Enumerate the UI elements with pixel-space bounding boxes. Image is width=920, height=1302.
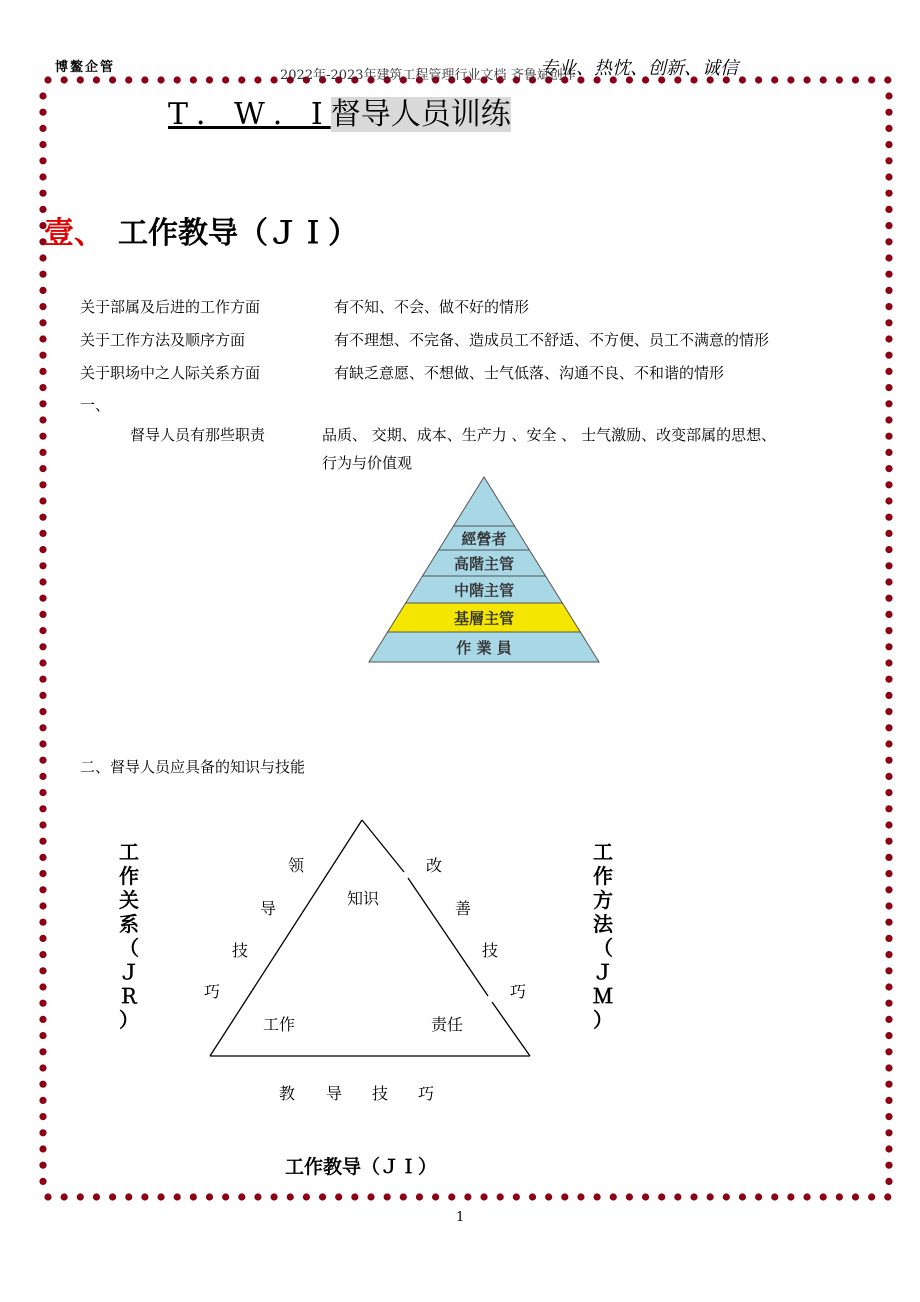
border-dot — [885, 724, 892, 731]
vertical-char: Ｊ — [593, 960, 613, 984]
border-dot — [852, 76, 859, 83]
border-dot — [93, 76, 100, 83]
border-dot — [885, 465, 892, 472]
border-dot — [39, 125, 46, 132]
border-dot — [885, 1000, 892, 1007]
border-dot — [885, 773, 892, 780]
border-dot — [39, 1097, 46, 1104]
border-dot — [755, 1193, 762, 1200]
border-dot — [39, 157, 46, 164]
border-dot — [885, 173, 892, 180]
border-dot — [39, 854, 46, 861]
border-dot — [884, 76, 891, 83]
border-dot — [885, 449, 892, 456]
border-dot — [39, 514, 46, 521]
border-dot — [39, 789, 46, 796]
border-dot — [39, 109, 46, 116]
border-dot — [885, 935, 892, 942]
border-dot — [739, 1193, 746, 1200]
vertical-char: 工 — [593, 840, 613, 864]
left-edge-char: 巧 — [204, 982, 221, 1001]
border-dot — [868, 1193, 875, 1200]
border-dot — [658, 1193, 665, 1200]
border-dot — [885, 497, 892, 504]
right-edge-char: 善 — [455, 899, 472, 918]
left-edge-char: 技 — [232, 941, 249, 960]
border-dot — [77, 1193, 84, 1200]
border-dot — [885, 190, 892, 197]
border-dot — [480, 1193, 487, 1200]
inner-responsibility: 责任 — [431, 1015, 464, 1034]
border-dot — [39, 643, 46, 650]
border-dot — [416, 1193, 423, 1200]
border-dot — [885, 271, 892, 278]
border-dot — [868, 76, 875, 83]
vertical-char: ） — [593, 1008, 613, 1032]
border-dot — [39, 1081, 46, 1088]
border-dot — [884, 1193, 891, 1200]
border-dot — [885, 206, 892, 213]
left-edge-char: 领 — [288, 856, 305, 875]
border-dot — [39, 821, 46, 828]
border-dot — [39, 287, 46, 294]
vertical-char: Ｊ — [119, 960, 139, 984]
border-dot — [885, 886, 892, 893]
border-dot — [39, 497, 46, 504]
border-dot — [206, 1193, 213, 1200]
border-dot — [755, 76, 762, 83]
border-dot — [384, 1193, 391, 1200]
border-dot — [885, 708, 892, 715]
border-dot — [885, 109, 892, 116]
left-edge-char: 导 — [260, 899, 277, 918]
border-dot — [885, 1129, 892, 1136]
border-dot — [141, 1193, 148, 1200]
vertical-char: 方 — [593, 888, 613, 912]
border-dot — [39, 724, 46, 731]
border-dot — [271, 1193, 278, 1200]
border-dot — [690, 1193, 697, 1200]
border-dot — [885, 967, 892, 974]
border-dot — [39, 400, 46, 407]
border-dot — [39, 870, 46, 877]
vertical-char: Ｒ — [119, 984, 139, 1008]
bottom-char: 技 — [372, 1084, 389, 1103]
border-dot — [39, 1178, 46, 1185]
border-dot — [885, 757, 892, 764]
border-dot — [885, 416, 892, 423]
border-dot — [254, 1193, 261, 1200]
border-dot — [39, 335, 46, 342]
page-title — [168, 95, 511, 135]
border-dot — [852, 1193, 859, 1200]
border-dot — [885, 400, 892, 407]
vertical-char: 系 — [119, 912, 139, 936]
border-dot — [885, 1048, 892, 1055]
border-dot — [885, 433, 892, 440]
border-dot — [787, 76, 794, 83]
border-dot — [39, 740, 46, 747]
border-dot — [77, 76, 84, 83]
border-dot — [400, 1193, 407, 1200]
border-dot — [885, 643, 892, 650]
border-dot — [39, 352, 46, 359]
diagram-caption: 工作教导（ＪＩ） — [285, 1156, 438, 1178]
border-dot — [836, 76, 843, 83]
border-dot — [39, 951, 46, 958]
border-dot — [39, 1064, 46, 1071]
inner-work: 工作 — [263, 1015, 296, 1034]
border-dot — [885, 352, 892, 359]
border-dot — [885, 627, 892, 634]
border-dot — [39, 92, 46, 99]
border-dot — [497, 1193, 504, 1200]
border-dot — [39, 368, 46, 375]
border-dot — [707, 1193, 714, 1200]
border-dot — [39, 449, 46, 456]
border-dot — [190, 76, 197, 83]
border-dot — [39, 708, 46, 715]
border-dot — [448, 1193, 455, 1200]
border-dot — [885, 578, 892, 585]
section-number: 壹、 — [44, 216, 104, 251]
border-dot — [739, 76, 746, 83]
pyramid-level-label: 作 業 員 — [456, 639, 512, 657]
border-dot — [141, 76, 148, 83]
slogan: 专业、热忱、创新、诚信 — [540, 58, 738, 79]
part2-heading: 二、督导人员应具备的知识与技能 — [80, 758, 306, 776]
border-dot — [885, 481, 892, 488]
border-dot — [39, 141, 46, 148]
bottom-char: 导 — [326, 1084, 343, 1103]
job-methods-label — [592, 840, 614, 1032]
border-dot — [39, 659, 46, 666]
section-heading — [44, 208, 358, 252]
border-dot — [206, 76, 213, 83]
page-number: 1 — [456, 1210, 465, 1225]
border-dot — [885, 805, 892, 812]
border-dot — [109, 1193, 116, 1200]
hierarchy-pyramid — [366, 475, 606, 665]
border-dot — [885, 870, 892, 877]
border-dot — [157, 1193, 164, 1200]
border-dot — [610, 1193, 617, 1200]
border-dot — [885, 838, 892, 845]
border-dot — [885, 222, 892, 229]
part1-answer: 品质、 交期、成本、生产力 、安全 、 士气激励、改变部属的思想、 — [322, 426, 777, 444]
border-dot — [39, 1162, 46, 1169]
border-dot — [39, 303, 46, 310]
border-dot — [39, 271, 46, 278]
part1-question: 督导人员有那些职责 — [130, 426, 266, 444]
border-dot — [39, 1016, 46, 1023]
border-dot — [39, 1032, 46, 1039]
border-dot — [39, 757, 46, 764]
border-dot — [39, 611, 46, 618]
border-dot — [39, 530, 46, 537]
border-dot — [885, 951, 892, 958]
border-dot — [287, 1193, 294, 1200]
border-dot — [885, 303, 892, 310]
vertical-char: 法 — [593, 912, 613, 936]
border-dot — [626, 1193, 633, 1200]
aspect-label: 关于职场中之人际关系方面 — [80, 364, 261, 382]
border-dot — [319, 1193, 326, 1200]
border-dot — [222, 1193, 229, 1200]
vertical-char: 关 — [119, 888, 139, 912]
border-dot — [885, 319, 892, 326]
border-dot — [885, 530, 892, 537]
border-dot — [39, 838, 46, 845]
border-dot — [254, 76, 261, 83]
border-dot — [885, 919, 892, 926]
border-dot — [351, 1193, 358, 1200]
border-dot — [885, 254, 892, 261]
pyramid-level-label: 基層主管 — [453, 609, 515, 628]
border-dot — [674, 1193, 681, 1200]
border-dot — [885, 384, 892, 391]
border-dot — [271, 76, 278, 83]
border-dot — [39, 1113, 46, 1120]
border-dot — [885, 692, 892, 699]
part1-marker: 一、 — [80, 396, 111, 414]
bottom-char: 教 — [279, 1084, 296, 1103]
border-dot — [303, 1193, 310, 1200]
border-dot — [39, 627, 46, 634]
border-dot — [803, 1193, 810, 1200]
border-dot — [885, 1081, 892, 1088]
border-dot — [39, 1048, 46, 1055]
border-dot — [157, 76, 164, 83]
border-dot — [61, 1193, 68, 1200]
aspect-value: 有不理想、不完备、造成员工不舒适、不方便、员工不满意的情形 — [334, 331, 770, 349]
pyramid-level-label: 經營者 — [461, 530, 507, 548]
border-dot — [39, 384, 46, 391]
border-dot — [885, 1178, 892, 1185]
border-dot — [836, 1193, 843, 1200]
border-dot — [885, 238, 892, 245]
border-dot — [39, 967, 46, 974]
border-dot — [39, 578, 46, 585]
border-dot — [885, 983, 892, 990]
border-dot — [125, 76, 132, 83]
border-dot — [39, 902, 46, 909]
border-dot — [39, 465, 46, 472]
border-dot — [39, 1000, 46, 1007]
border-dot — [61, 76, 68, 83]
border-dot — [885, 125, 892, 132]
border-dot — [174, 1193, 181, 1200]
border-dot — [885, 1113, 892, 1120]
border-dot — [803, 76, 810, 83]
border-dot — [820, 1193, 827, 1200]
border-dot — [39, 1145, 46, 1152]
border-dot — [367, 1193, 374, 1200]
border-dot — [885, 1162, 892, 1169]
border-dot — [39, 173, 46, 180]
title-cn: 督导人员训练 — [330, 97, 511, 132]
border-dot — [885, 902, 892, 909]
border-dot — [885, 546, 892, 553]
border-dot — [238, 76, 245, 83]
border-dot — [577, 1193, 584, 1200]
border-dot — [771, 76, 778, 83]
border-dot — [885, 335, 892, 342]
right-edge-char: 改 — [426, 856, 443, 875]
border-dot — [787, 1193, 794, 1200]
aspect-value: 有缺乏意愿、不想做、士气低落、沟通不良、不和谐的情形 — [334, 364, 725, 382]
border-dot — [771, 1193, 778, 1200]
border-dot — [44, 76, 51, 83]
pyramid-level-label: 中階主管 — [453, 581, 515, 600]
border-dot — [39, 983, 46, 990]
border-dot — [174, 76, 181, 83]
vertical-char: 作 — [593, 864, 613, 888]
border-dot — [39, 562, 46, 569]
vertical-char: 作 — [119, 864, 139, 888]
company-name: 博鳌企管 — [55, 60, 116, 75]
border-dot — [39, 546, 46, 553]
job-relations-label — [118, 840, 140, 1032]
border-dot — [885, 1064, 892, 1071]
border-dot — [39, 481, 46, 488]
border-dot — [561, 1193, 568, 1200]
border-dot — [642, 1193, 649, 1200]
border-dot — [885, 676, 892, 683]
border-dot — [885, 854, 892, 861]
border-dot — [39, 1129, 46, 1136]
border-dot — [39, 416, 46, 423]
border-dot — [885, 141, 892, 148]
border-dot — [885, 287, 892, 294]
border-dot — [885, 92, 892, 99]
border-dot — [39, 433, 46, 440]
border-dot — [885, 1032, 892, 1039]
pyramid-level-label: 高階主管 — [453, 555, 515, 573]
border-dot — [39, 676, 46, 683]
border-dot — [39, 319, 46, 326]
border-dot — [39, 886, 46, 893]
border-dot — [93, 1193, 100, 1200]
border-dot — [39, 935, 46, 942]
border-dot — [39, 692, 46, 699]
border-dot — [885, 368, 892, 375]
aspect-label: 关于工作方法及顺序方面 — [80, 331, 246, 349]
border-dot — [39, 919, 46, 926]
border-dot — [44, 1193, 51, 1200]
border-dot — [885, 659, 892, 666]
border-dot — [109, 76, 116, 83]
inner-knowledge: 知识 — [347, 889, 380, 908]
document-line: 2022年-2023年建筑工程管理行业文档 齐鲁斌创作 — [280, 68, 576, 83]
section-title: 工作教导（ＪＩ） — [118, 216, 358, 251]
border-dot — [39, 595, 46, 602]
border-dot — [513, 1193, 520, 1200]
border-dot — [545, 1193, 552, 1200]
border-dot — [432, 1193, 439, 1200]
vertical-char: （ — [593, 936, 613, 960]
border-dot — [820, 76, 827, 83]
border-dot — [885, 611, 892, 618]
border-dot — [529, 1193, 536, 1200]
border-dot — [190, 1193, 197, 1200]
border-dot — [39, 805, 46, 812]
border-dot — [885, 740, 892, 747]
border-dot — [885, 514, 892, 521]
pyramid-apex — [454, 477, 515, 526]
vertical-char: ） — [119, 1008, 139, 1032]
bottom-char: 巧 — [418, 1084, 435, 1103]
title-latin: T．W．I — [168, 97, 331, 132]
vertical-char: 工 — [119, 840, 139, 864]
vertical-char: Ｍ — [593, 984, 613, 1008]
aspect-value: 有不知、不会、做不好的情形 — [334, 298, 530, 316]
border-dot — [464, 1193, 471, 1200]
border-dot — [885, 1145, 892, 1152]
border-dot — [39, 254, 46, 261]
border-dot — [885, 157, 892, 164]
border-dot — [885, 821, 892, 828]
border-dot — [885, 1097, 892, 1104]
border-dot — [238, 1193, 245, 1200]
right-edge-char: 技 — [482, 941, 499, 960]
border-dot — [885, 595, 892, 602]
border-dot — [125, 1193, 132, 1200]
border-dot — [723, 1193, 730, 1200]
border-dot — [885, 562, 892, 569]
border-dot — [594, 1193, 601, 1200]
border-dot — [335, 1193, 342, 1200]
border-dot — [222, 76, 229, 83]
border-dot — [885, 789, 892, 796]
border-dot — [885, 1016, 892, 1023]
right-edge-char: 巧 — [510, 982, 527, 1001]
vertical-char: （ — [119, 936, 139, 960]
border-dot — [39, 773, 46, 780]
part1-answer-cont: 行为与价值观 — [322, 454, 413, 472]
border-dot — [39, 190, 46, 197]
aspect-label: 关于部属及后进的工作方面 — [80, 298, 261, 316]
